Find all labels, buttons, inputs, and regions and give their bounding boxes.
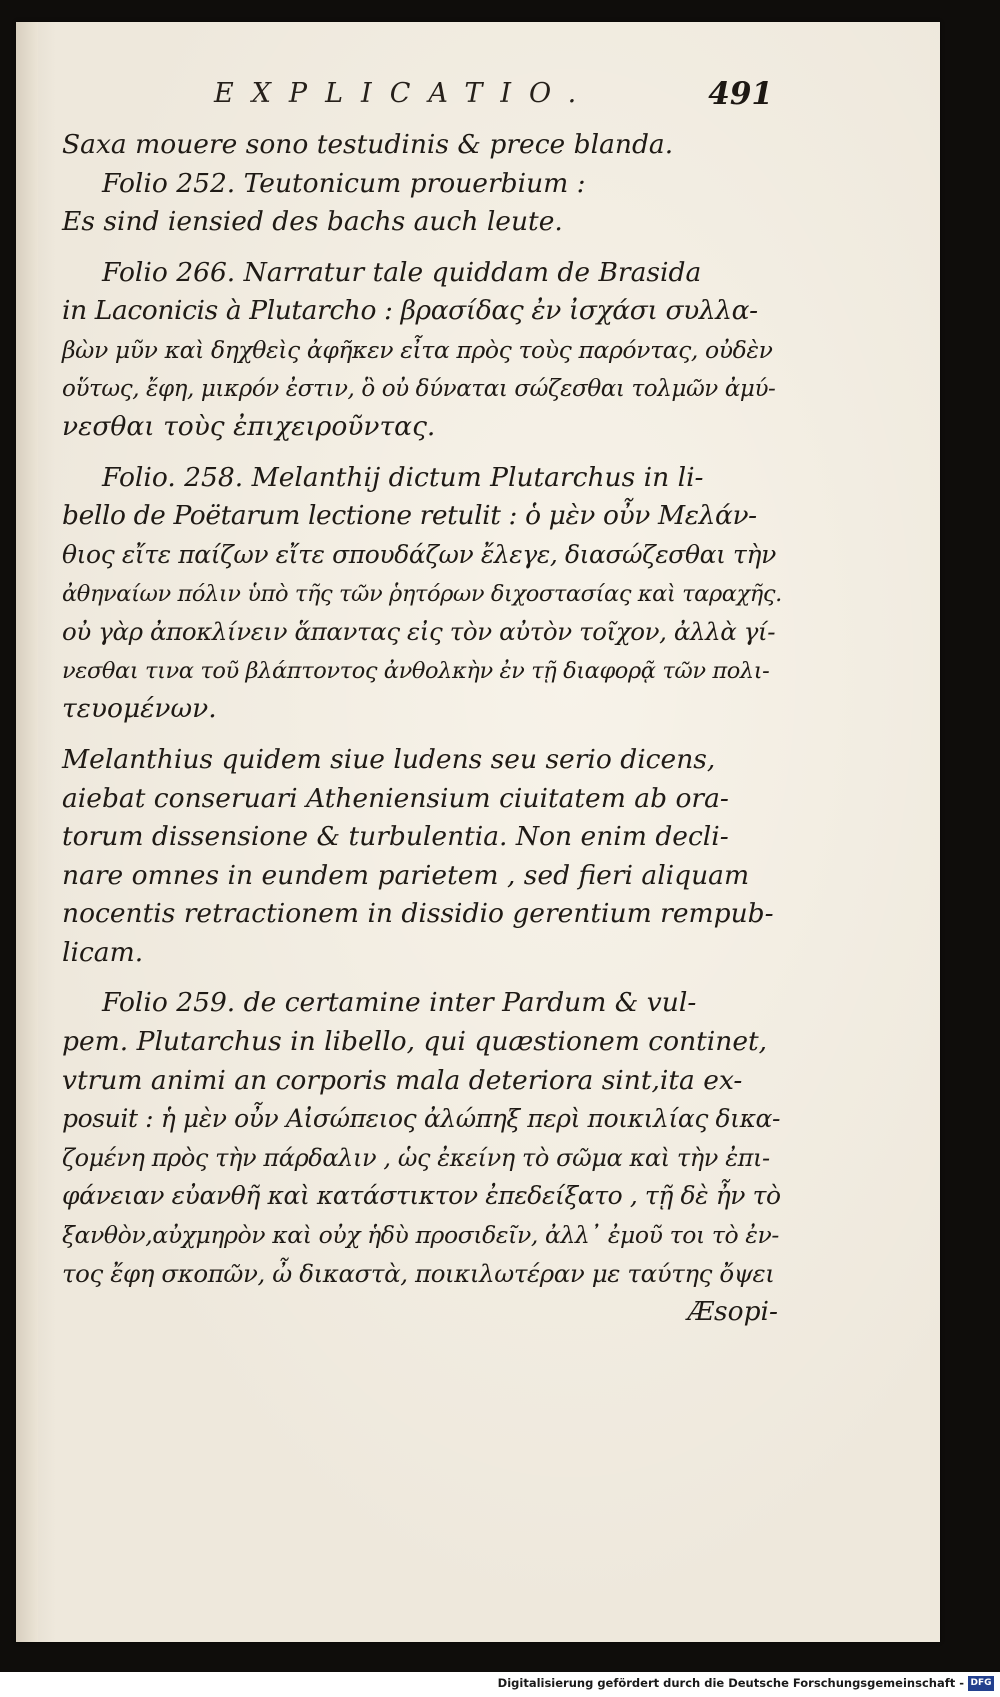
text-line: οὐ γὰρ ἀποκλίνειν ἅπαντας εἰς τὸν αὐτὸν τοῖχον, ἀλλὰ γί- xyxy=(62,617,776,647)
text-line: θιος εἴτε παίζων εἴτε σπουδάζων ἔλεγε, διασώζεσθαι τὴν xyxy=(62,539,776,569)
text-line: posuit : ἡ μὲν οὖν Αἰσώπειος ἀλώπηξ περὶ ποικιλίας δικα- xyxy=(62,1104,781,1134)
text-line: βὼν μῦν καὶ δηχθεὶς ἀφῆκεν εἶτα πρὸς τοὺς παρόντας, οὐδὲν xyxy=(62,335,773,364)
book-page xyxy=(16,22,940,1642)
text-line: τευομένων. xyxy=(62,693,217,725)
body-text xyxy=(62,126,782,1332)
running-title: EXPLICATIO. xyxy=(214,78,595,109)
running-head xyxy=(16,70,940,120)
page-number: 491 xyxy=(708,76,773,112)
text-line: ζομένη πρὸς τὴν πάρδαλιν , ὡς ἐκείνη τὸ σῶμα καὶ τὴν ἐπι- xyxy=(62,1143,770,1172)
text-line: Melanthius quidem siue ludens seu serio dicens, xyxy=(62,743,716,775)
text-line: nocentis retractionem in dissidio gerentium rempub- xyxy=(62,898,774,930)
catchword: Æsopi- xyxy=(687,1296,778,1328)
text-line: bello de Poëtarum lectione retulit : ὁ μὲν οὖν Μελάν- xyxy=(62,500,757,532)
text-line: pem. Plutarchus in libello, qui quæstionem continet, xyxy=(62,1026,768,1058)
text-line: vtrum animi an corporis mala deteriora sint,ita ex- xyxy=(62,1064,743,1096)
text-line: ξανθὸν,αὐχμηρὸν καὶ οὐχ ἡδὺ προσιδεῖν, ἀλλ᾽ ἐμοῦ τοι τὸ ἐν- xyxy=(62,1221,779,1250)
text-line: ἀθηναίων πόλιν ὑπὸ τῆς τῶν ῥητόρων διχοστασίας καὶ ταραχῆς. xyxy=(62,580,782,607)
funding-credit: Digitalisierung gefördert durch die Deutsche Forschungsgemeinschaft - xyxy=(497,1676,964,1690)
text-line: Folio 266. Narratur tale quiddam de Brasida xyxy=(102,256,702,288)
text-line: nare omnes in eundem parietem , sed fieri aliquam xyxy=(62,859,750,891)
text-line: Folio. 258. Melanthij dictum Plutarchus in li- xyxy=(102,461,704,493)
text-line: νεσθαι τοὺς ἐπιχειροῦντας. xyxy=(62,411,436,443)
text-line: τος ἔφη σκοπῶν, ὦ δικαστὰ, ποικιλωτέραν με ταύτης ὄψει xyxy=(62,1258,775,1288)
digitization-footer xyxy=(0,1672,1000,1697)
text-line: οὕτως, ἔφη, μικρόν ἐστιν, ὃ οὐ δύναται σώζεσθαι τολμῶν ἀμύ- xyxy=(62,375,776,402)
text-line: Es sind iensied des bachs auch leute. xyxy=(62,206,563,238)
text-line: aiebat conseruari Atheniensium ciuitatem ab ora- xyxy=(62,782,729,814)
text-line: Saxa mouere sono testudinis & prece blanda. xyxy=(62,129,674,160)
dfg-logo-icon: DFG xyxy=(968,1676,994,1691)
text-line: Folio 252. Teutonicum prouerbium : xyxy=(102,167,586,199)
text-line: Folio 259. de certamine inter Pardum & vul- xyxy=(102,987,697,1019)
text-line: torum dissensione & turbulentia. Non enim decli- xyxy=(62,821,729,853)
text-line: φάνειαν εὐανθῆ καὶ κατάστικτον ἐπεδείξατο , τῇ δὲ ἦν τὸ xyxy=(62,1181,781,1211)
text-line: νεσθαι τινα τοῦ βλάπτοντος ἀνθολκὴν ἐν τῇ διαφορᾷ τῶν πολι- xyxy=(62,657,770,684)
text-line: in Laconicis à Plutarcho : βρασίδας ἐν ἰσχάσι συλλα- xyxy=(62,295,758,327)
text-line: licam. xyxy=(62,936,144,968)
page-gutter xyxy=(16,22,38,1642)
